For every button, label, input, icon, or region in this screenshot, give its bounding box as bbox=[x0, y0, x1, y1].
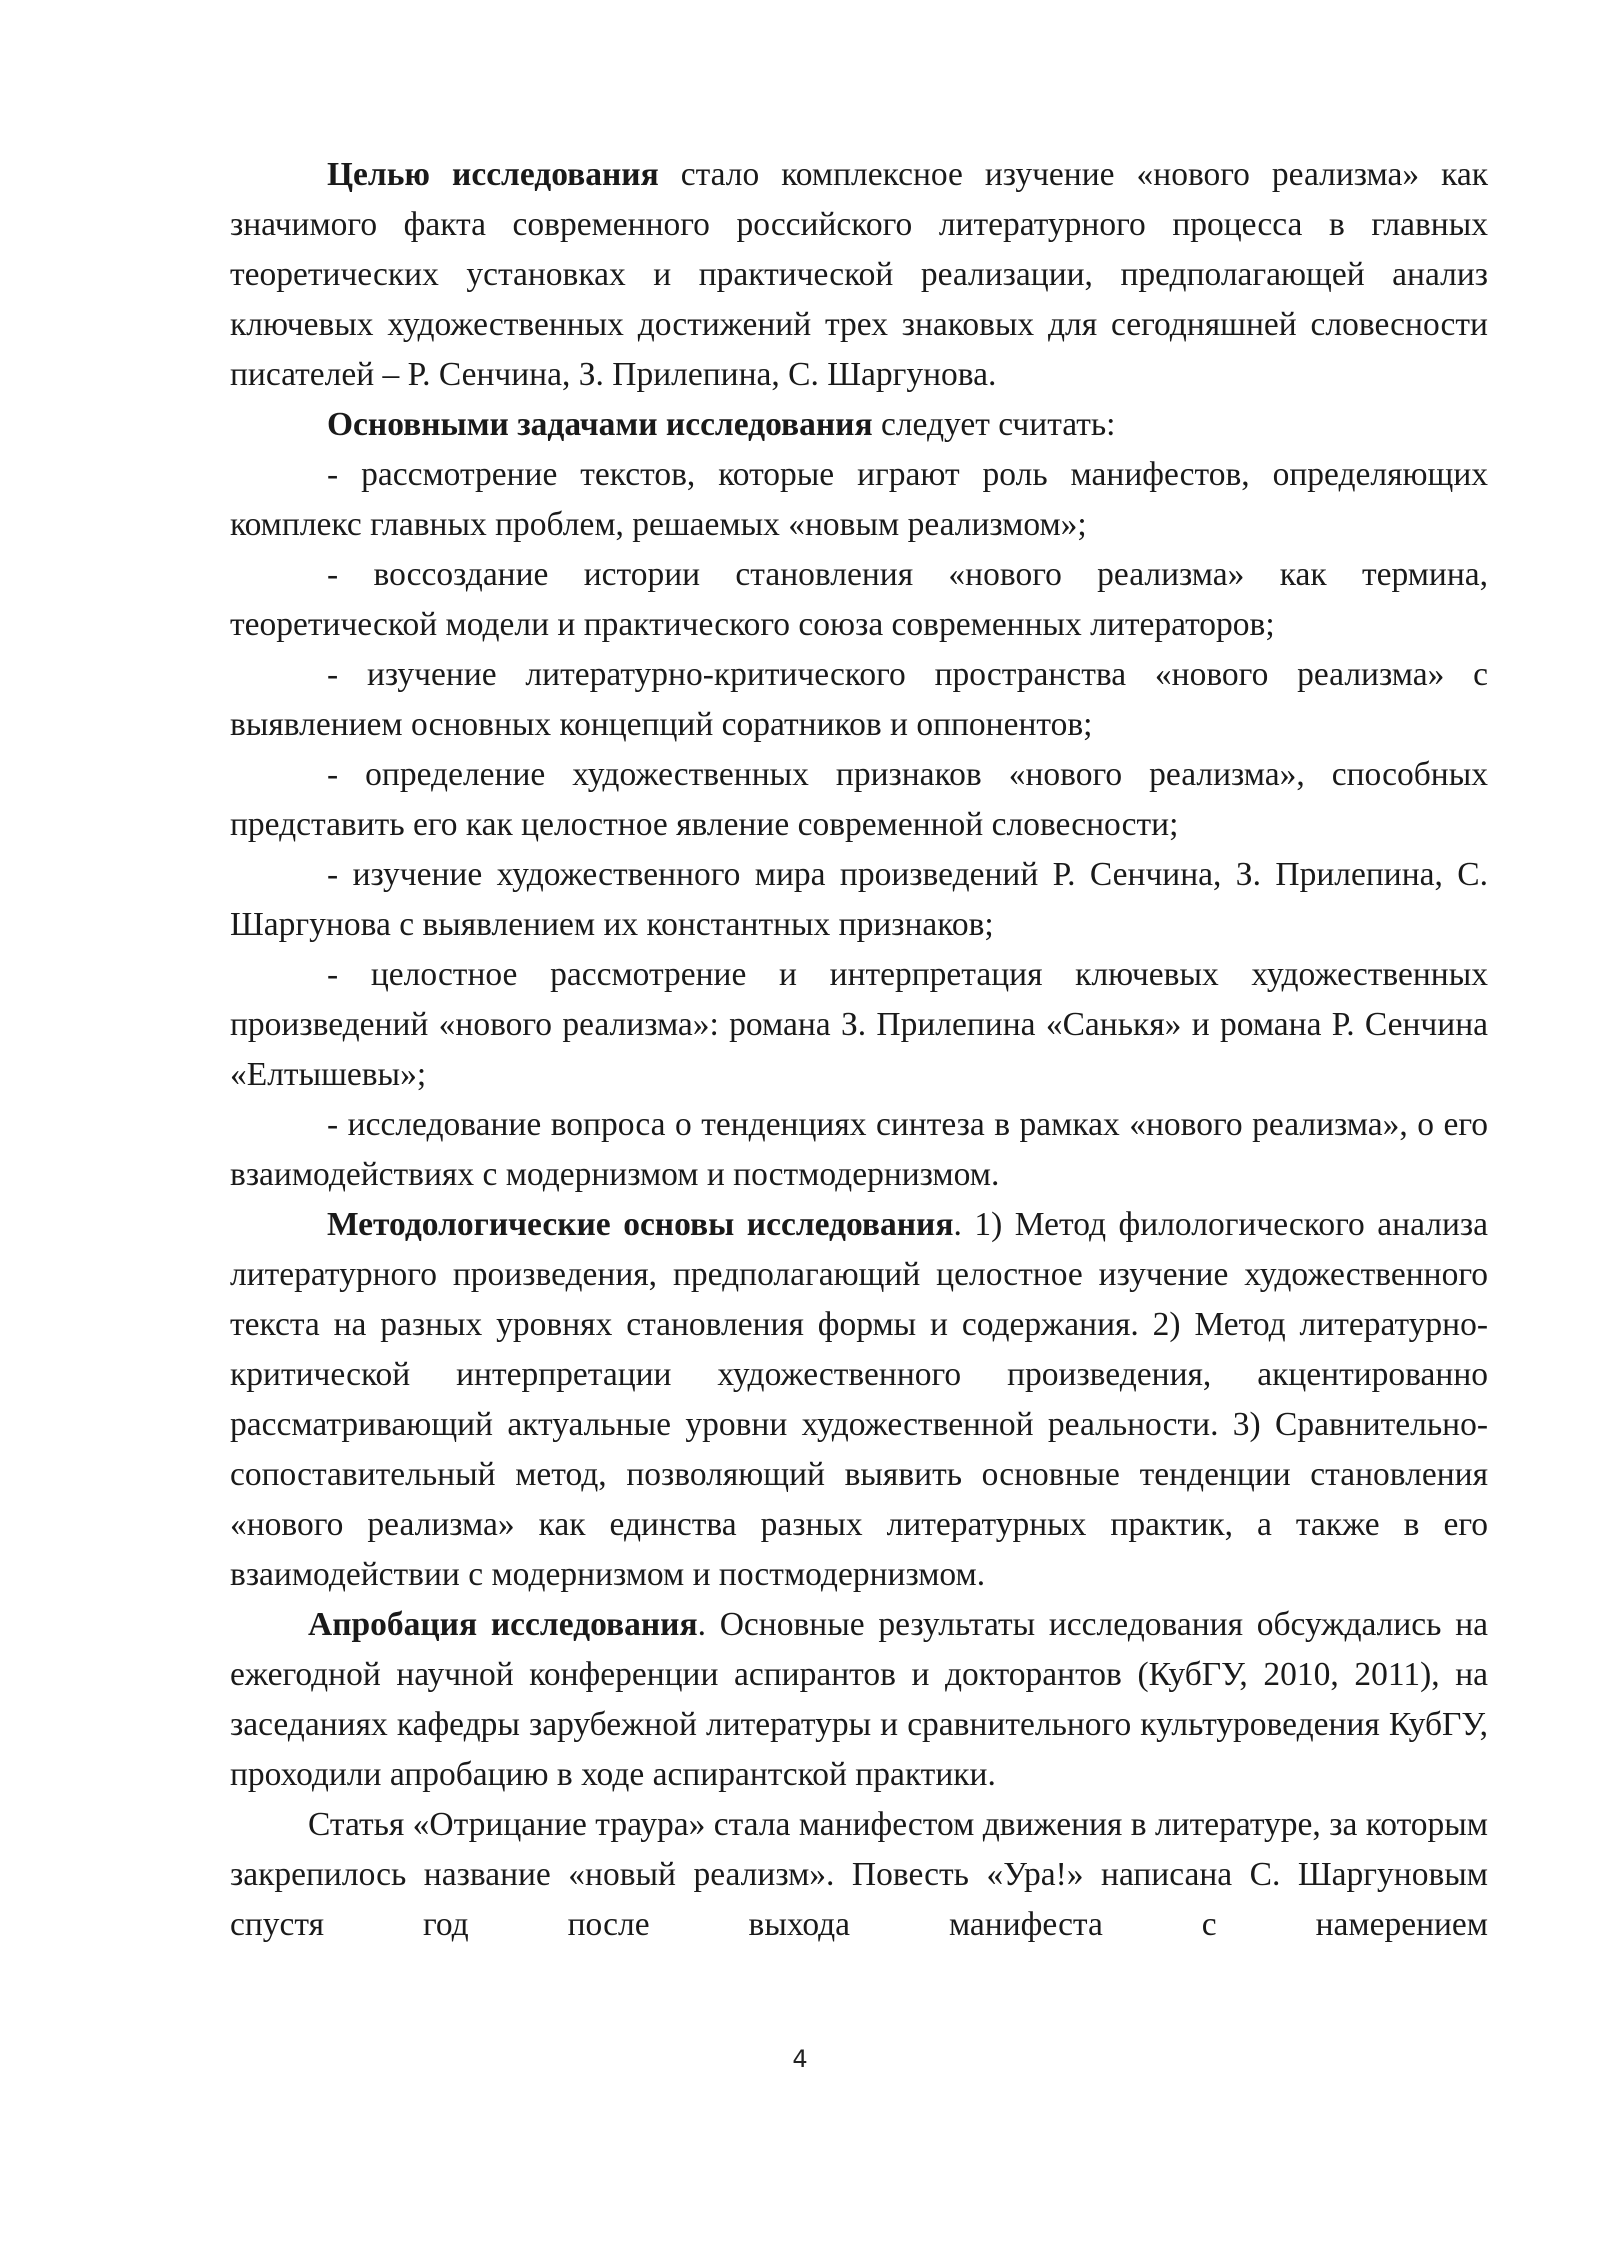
paragraph-article-manifesto: Статья «Отрицание траура» стала манифестом движения в литературе, за которым закрепилось название «новый реализм». Повесть «Ура!» написана С. Шаргуновым спустя год после выхода манифеста с намерением bbox=[230, 1806, 1488, 1943]
heading-approbation: Апробация исследования bbox=[308, 1606, 698, 1643]
paragraph-text: . Основные результаты исследования обсуждались на ежегодной научной конференции аспирантов и докторантов (КубГУ, 2010, 2011), на заседаниях кафедры зарубежной литературы и сравнительного культуроведения КубГУ, проходили апробацию в ходе аспирантской практики. bbox=[230, 1606, 1489, 1793]
task-list-item: - изучение художественного мира произведений Р. Сенчина, З. Прилепина, С. Шаргунова с выявлением их константных признаков; bbox=[230, 856, 1488, 943]
task-list-item: - определение художественных признаков «нового реализма», способных представить его как целостное явление современной словесности; bbox=[230, 756, 1488, 843]
paragraph-text: стало комплексное изучение «нового реализма» как значимого факта современного российского литературного процесса в главных теоретических установках и практической реализации, предполагающей анализ ключевых художественных достижений трех знаковых для сегодняшней словесности писателей – Р. Сенчина, З. Прилепина, С. Шаргунова. bbox=[230, 156, 1488, 393]
paragraph-approbation bbox=[230, 1600, 1488, 1800]
task-list-item: - рассмотрение текстов, которые играют роль манифестов, определяющих комплекс главных проблем, решаемых «новым реализмом»; bbox=[230, 456, 1488, 543]
heading-research-goal: Целью исследования bbox=[327, 156, 659, 193]
paragraph-research-tasks bbox=[230, 400, 1488, 450]
paragraph-research-goal bbox=[230, 150, 1488, 400]
paragraph-methodology bbox=[230, 1200, 1488, 1600]
task-list-item: - исследование вопроса о тенденциях синтеза в рамках «нового реализма», о его взаимодействиях с модернизмом и постмодернизмом. bbox=[230, 1106, 1488, 1193]
heading-methodology: Методологические основы исследования bbox=[327, 1206, 954, 1243]
heading-research-tasks: Основными задачами исследования bbox=[327, 406, 873, 443]
document-body bbox=[230, 150, 1488, 1950]
task-list-item: - изучение литературно-критического пространства «нового реализма» с выявлением основных концепций соратников и оппонентов; bbox=[230, 656, 1488, 743]
page-number: 4 bbox=[792, 2045, 808, 2073]
task-list-item: - воссоздание истории становления «нового реализма» как термина, теоретической модели и практического союза современных литераторов; bbox=[230, 556, 1488, 643]
paragraph-text: . 1) Метод филологического анализа литературного произведения, предполагающий целостное изучение художественного текста на разных уровнях становления формы и содержания. 2) Метод литературно-критической интерпретации художественного произведения, акцентированно рассматривающий актуальные уровни художественной реальности. 3) Сравнительно-сопоставительный метод, позволяющий выявить основные тенденции становления «нового реализма» как единства разных литературных практик, а также в его взаимодействии с модернизмом и постмодернизмом. bbox=[230, 1206, 1488, 1593]
task-list-item: - целостное рассмотрение и интерпретация ключевых художественных произведений «нового реализма»: романа З. Прилепина «Санькя» и романа Р. Сенчина «Елтышевы»; bbox=[230, 956, 1488, 1093]
paragraph-text: следует считать: bbox=[872, 406, 1116, 443]
